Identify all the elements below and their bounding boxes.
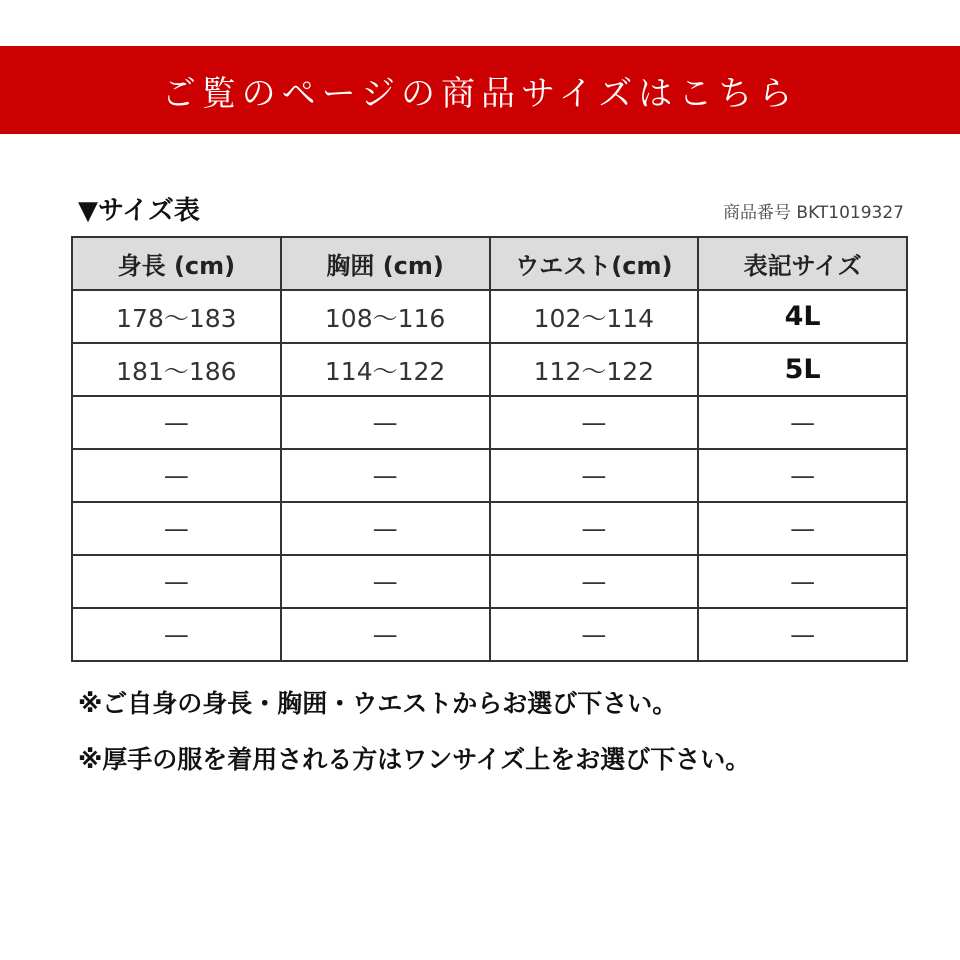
cell-size-label: 4L	[698, 290, 907, 343]
notes	[78, 684, 750, 796]
cell-size-label: —	[698, 449, 907, 502]
header-height: 身長 (cm)	[72, 237, 281, 290]
cell-chest: —	[281, 608, 490, 661]
table-row	[72, 502, 907, 555]
note-thick-clothing: ※厚手の服を着用される方はワンサイズ上をお選び下さい。	[78, 745, 751, 774]
table-row	[72, 555, 907, 608]
cell-size-label: —	[698, 555, 907, 608]
cell-height: —	[72, 449, 281, 502]
cell-waist: —	[490, 396, 699, 449]
table-row	[72, 608, 907, 661]
cell-height: 181〜186	[72, 343, 281, 396]
header-chest: 胸囲 (cm)	[281, 237, 490, 290]
size-chart-title: ▼サイズ表	[78, 196, 200, 226]
cell-chest: —	[281, 502, 490, 555]
header-banner	[0, 46, 960, 134]
table-row	[72, 396, 907, 449]
table-header-row	[72, 237, 907, 290]
banner-title: ご覧のページの商品サイズはこちら	[161, 73, 799, 114]
cell-height: —	[72, 396, 281, 449]
note-select-by-measurements: ※ご自身の身長・胸囲・ウエストからお選び下さい。	[78, 689, 678, 718]
table-row	[72, 449, 907, 502]
size-table	[71, 236, 908, 662]
cell-waist: —	[490, 502, 699, 555]
cell-waist: 102〜114	[490, 290, 699, 343]
cell-size-label: 5L	[698, 343, 907, 396]
cell-height: 178〜183	[72, 290, 281, 343]
cell-chest: 114〜122	[281, 343, 490, 396]
cell-chest: —	[281, 449, 490, 502]
cell-height: —	[72, 555, 281, 608]
table-row	[72, 290, 907, 343]
cell-waist: 112〜122	[490, 343, 699, 396]
cell-chest: —	[281, 555, 490, 608]
table-row	[72, 343, 907, 396]
header-size-label: 表記サイズ	[698, 237, 907, 290]
cell-waist: —	[490, 449, 699, 502]
header-waist: ウエスト(cm)	[490, 237, 699, 290]
cell-chest: 108〜116	[281, 290, 490, 343]
cell-chest: —	[281, 396, 490, 449]
cell-size-label: —	[698, 608, 907, 661]
cell-size-label: —	[698, 396, 907, 449]
cell-height: —	[72, 608, 281, 661]
cell-height: —	[72, 502, 281, 555]
cell-waist: —	[490, 555, 699, 608]
product-number: 商品番号 BKT1019327	[723, 203, 904, 223]
cell-size-label: —	[698, 502, 907, 555]
cell-waist: —	[490, 608, 699, 661]
